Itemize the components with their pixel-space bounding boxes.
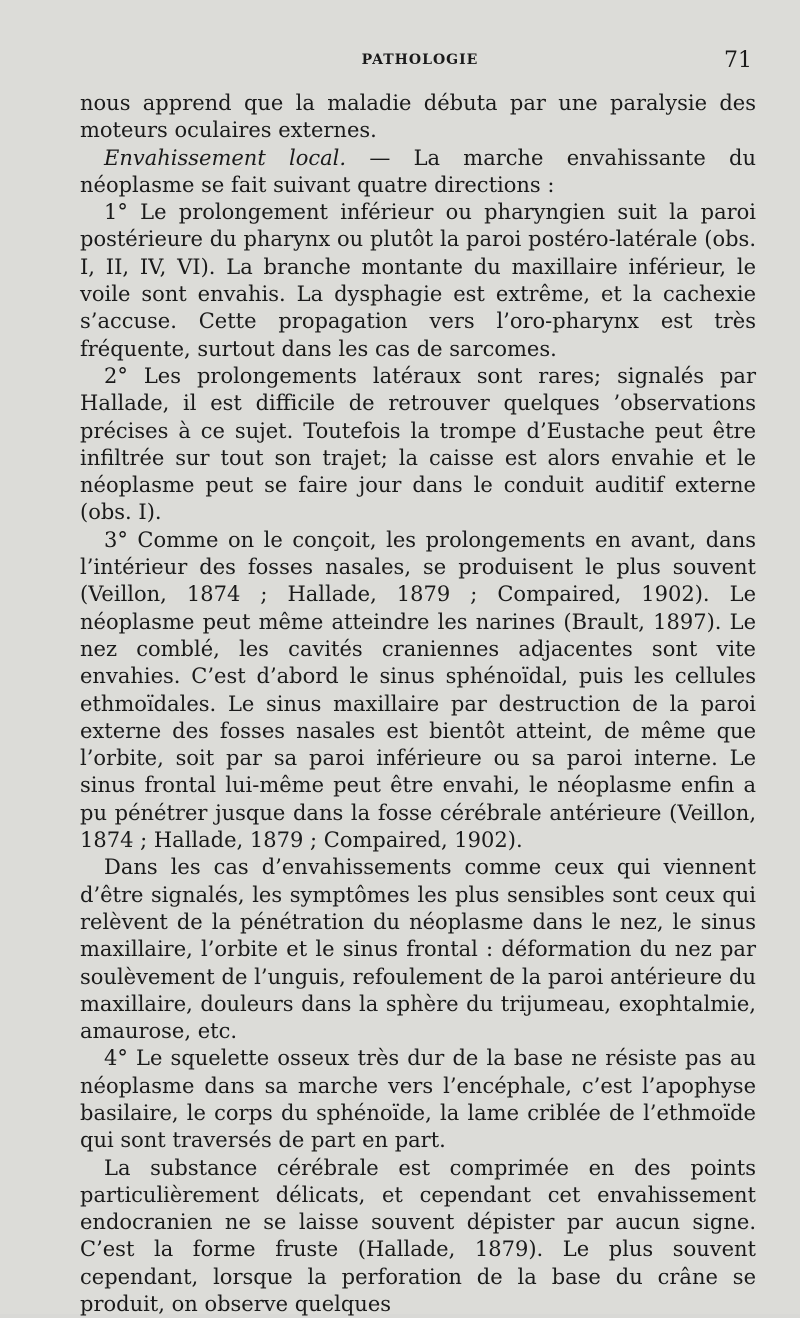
chapter-title: PATHOLOGIE: [361, 52, 479, 68]
paragraph-cerebral-substance: La substance cérébrale est comprimée en des points particulièrement délicats, et cependant cet envahissement endocranien ne se laisse souvent dépister par aucun signe. C’est la forme fruste (Hallade, 1879). Le plus souvent cependant, lorsque la perforation de la base du crâne se produit, on observe quelques: [80, 1155, 756, 1317]
paragraph-symptoms: Dans les cas d’envahissements comme ceux qui viennent d’être signalés, les symptômes les plus sensibles sont ceux qui relèvent de la pénétration du néoplasme dans le nez, le sinus maxillaire, l’orbite et le sinus frontal : déformation du nez par soulèvement de l’unguis, refoulement de la paroi antérieure du maxillaire, douleurs dans la sphère du trijumeau, exophtalmie, amaurose, etc.: [80, 855, 756, 1044]
paragraph-bony-skeleton: 4° Le squelette osseux très dur de la base ne résiste pas au néoplasme dans sa marche vers l’encéphale, c’est l’apophyse basilaire, le corps du sphénoïde, la lame criblée de l’ethmoïde qui sont traversés de part en part.: [80, 1046, 756, 1153]
page-number: 71: [724, 48, 752, 73]
section-lead-in: Envahissement local.: [104, 145, 347, 170]
paragraph-continuation: nous apprend que la maladie débuta par une paralysie des moteurs oculaires externes.: [80, 91, 756, 143]
paragraph-lateral-extension: 2° Les prolongements latéraux sont rares; signalés par Hallade, il est difficile de retrouver quelques ’observations précises à ce sujet. Toutefois la trompe d’Eustache peut être infiltrée sur tout son trajet; la caisse est alors envahie et le néoplasme peut se faire jour dans le conduit auditif externe (obs. I).: [80, 363, 756, 525]
paragraph-anterior-extension: 3° Comme on le conçoit, les prolongements en avant, dans l’intérieur des fosses nasales, se produisent le plus souvent (Veillon, 1874 ; Hallade, 1879 ; Compaired, 1902). Le néoplasme peut même atteindre les narines (Brault, 1897). Le nez comblé, les cavités craniennes adjacentes sont vite envahies. C’est d’abord le sinus sphénoïdal, puis les cellules ethmoïdales. Le sinus maxillaire par destruction de la paroi externe des fosses nasales est bientôt atteint, de même que l’orbite, soit par sa paroi inférieure ou sa paroi interne. Le sinus frontal lui-même peut être envahi, le néoplasme enfin a pu pénétrer jusque dans la fosse cérébrale antérieure (Veillon, 1874 ; Hallade, 1879 ; Compaired, 1902).: [80, 527, 756, 853]
paragraph-text: — La marche envahissante du néoplasme se fait suivant quatre directions :: [80, 145, 756, 197]
body-text: [80, 90, 756, 1318]
paragraph-inferior-extension: 1° Le prolongement inférieur ou pharyngien suit la paroi postérieure du pharynx ou plutôt la paroi postéro-latérale (obs. I, II, IV, VI). La branche montante du maxillaire inférieur, le voile sont envahis. La dysphagie est extrême, et la cachexie s’accuse. Cette propagation vers l’oro-pharynx est très fréquente, surtout dans les cas de sarcomes.: [80, 200, 756, 361]
running-header: [80, 48, 760, 78]
paragraph-local-invasion: [80, 145, 756, 200]
